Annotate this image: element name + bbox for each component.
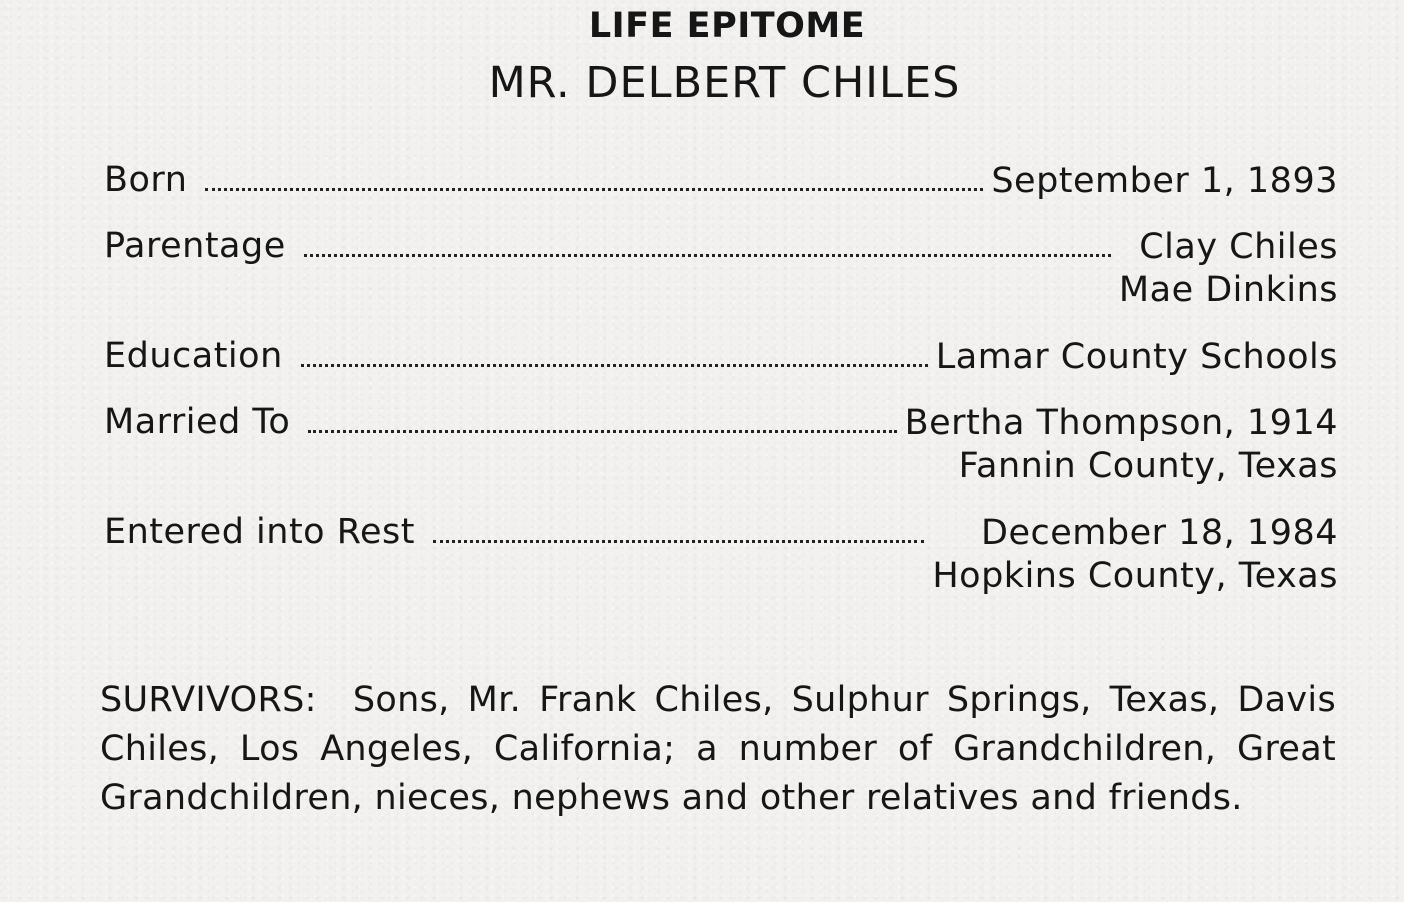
fact-row-entered-into-rest (104, 512, 1338, 598)
fact-row-married-to (104, 402, 1338, 488)
fact-label: Married To (104, 402, 291, 442)
fact-value: Bertha Thompson, 1914 (904, 403, 1338, 443)
fact-row-education (104, 336, 1338, 379)
survivors-paragraph (100, 676, 1336, 823)
dotted-leader (301, 364, 928, 367)
fact-row-born (104, 160, 1338, 203)
fact-value: Lamar County Schools (935, 337, 1338, 377)
fact-value: September 1, 1893 (991, 161, 1338, 201)
survivors-label: SURVIVORS: (100, 680, 317, 720)
dotted-leader (205, 188, 983, 191)
fact-label: Born (104, 160, 188, 200)
fact-value: Mae Dinkins (1118, 270, 1338, 310)
fact-value: Hopkins County, Texas (932, 556, 1338, 596)
fact-values (928, 336, 1338, 379)
fact-row-parentage (104, 226, 1338, 312)
deceased-name: MR. DELBERT CHILES (488, 58, 961, 108)
fact-values (1111, 226, 1338, 312)
fact-values (983, 160, 1338, 203)
fact-values (897, 402, 1338, 488)
survivors-text: Sons, Mr. Frank Chiles, Sulphur Springs, Texas, Davis Chiles, Los Angeles, California; a number of Grandchildren, Great Grandchildren, nieces, nephews and other relatives and friends. (100, 680, 1336, 818)
fact-value: December 18, 1984 (981, 513, 1338, 553)
fact-label: Entered into Rest (104, 512, 415, 552)
fact-label: Education (104, 336, 283, 376)
fact-label: Parentage (104, 226, 286, 266)
dotted-leader (308, 430, 896, 433)
fact-values (924, 512, 1338, 598)
fact-value: Fannin County, Texas (958, 446, 1338, 486)
dotted-leader (304, 254, 1111, 257)
card-heading: LIFE EPITOME (588, 6, 866, 46)
fact-value: Clay Chiles (1139, 227, 1338, 267)
dotted-leader (433, 540, 924, 543)
